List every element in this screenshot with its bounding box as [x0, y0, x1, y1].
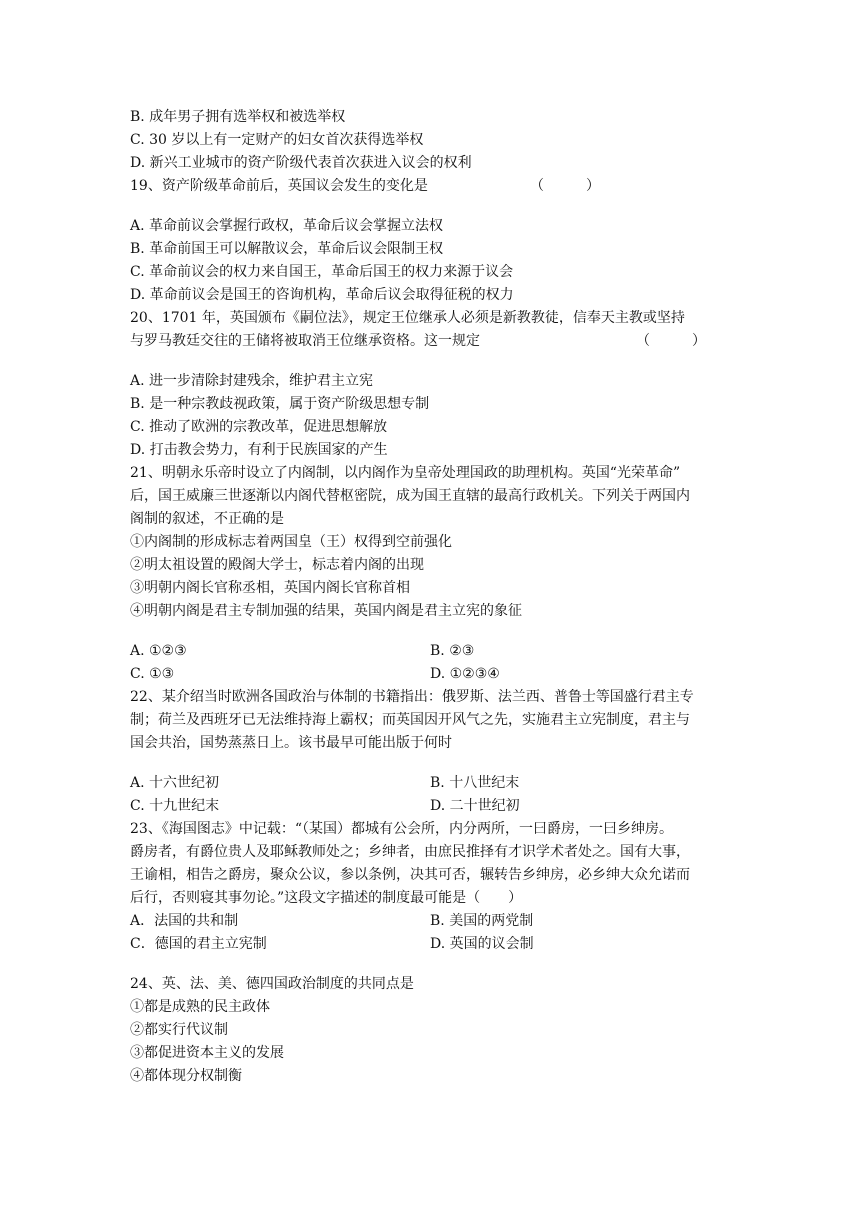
- q21-statement-1: ①内阁制的形成标志着两国皇（王）权得到空前强化: [130, 534, 452, 550]
- q20-option-d: D. 打击教会势力，有利于民族国家的产生: [130, 442, 388, 458]
- q20-option-c: C. 推动了欧洲的宗教改革，促进思想解放: [130, 419, 388, 435]
- q22-stem-line2: 制；荷兰及西班牙已无法维持海上霸权；而英国因开风气之先，实施君主立宪制度，君主与: [130, 712, 690, 728]
- q19-option-d: D. 革命前议会是国王的咨询机构，革命后议会取得征税的权力: [130, 287, 514, 303]
- q21-statement-4: ④明朝内阁是君主专制加强的结果，英国内阁是君主立宪的象征: [130, 603, 522, 619]
- q23-stem-line2: 爵房者，有爵位贵人及耶稣教师处之；乡绅者，由庶民推择有才识学术者处之。国有大事，: [130, 844, 690, 860]
- q21-option-b: B. ②③: [430, 643, 475, 659]
- q20-stem-line1: 20、1701 年，英国颁布《嗣位法》，规定王位继承人必须是新教教徒，信奉天主教或坚持: [130, 310, 685, 326]
- q21-statement-3: ③明朝内阁长官称丞相，英国内阁长官称首相: [130, 580, 410, 596]
- q19-option-a: A. 革命前议会掌握行政权，革命后议会掌握立法权: [130, 218, 444, 234]
- q18-option-c: C. 30 岁以上有一定财产的妇女首次获得选举权: [130, 132, 424, 148]
- q24-statement-1: ①都是成熟的民主政体: [130, 999, 270, 1015]
- q21-statement-2: ②明太祖设置的殿阁大学士，标志着内阁的出现: [130, 557, 424, 573]
- q24-statement-2: ②都实行代议制: [130, 1022, 228, 1038]
- q22-option-a: A. 十六世纪初: [130, 775, 220, 791]
- q19-stem: 19、资产阶级革命前后，英国议会发生的变化是: [130, 178, 428, 194]
- q19-option-c: C. 革命前议会的权力来自国王，革命后国王的权力来源于议会: [130, 264, 514, 280]
- q20-option-a: A. 进一步清除封建残余，维护君主立宪: [130, 373, 374, 389]
- q18-option-b: B. 成年男子拥有选举权和被选举权: [130, 109, 346, 125]
- q23-stem-line4: 后行，否则寝其事勿论。”这段文字描述的制度最可能是（ ）: [130, 890, 523, 906]
- q20-answer-blank: （ ）: [636, 333, 706, 349]
- q20-stem-line2: 与罗马教廷交往的王储将被取消王位继承资格。这一规定: [130, 333, 480, 349]
- q19-option-b: B. 革命前国王可以解散议会，革命后议会限制王权: [130, 241, 444, 257]
- q21-stem-line1: 21、明朝永乐帝时设立了内阁制，以内阁作为皇帝处理国政的助理机构。英国“光荣革命”: [130, 465, 681, 481]
- q23-option-a: A．法国的共和制: [130, 913, 239, 929]
- q23-option-c: C．德国的君主立宪制: [130, 936, 267, 952]
- q21-option-a: A. ①②③: [130, 643, 187, 659]
- q24-stem: 24、英、法、美、德四国政治制度的共同点是: [130, 976, 414, 992]
- q23-option-b: B. 美国的两党制: [430, 913, 534, 929]
- q24-statement-3: ③都促进资本主义的发展: [130, 1045, 284, 1061]
- q18-option-d: D. 新兴工业城市的资产阶级代表首次获进入议会的权利: [130, 155, 472, 171]
- q21-option-c: C. ①③: [130, 666, 175, 682]
- q23-option-d: D. 英国的议会制: [430, 936, 534, 952]
- q23-stem-line1: 23、《海国图志》中记载：“（某国）都城有公会所，内分两所，一曰爵房，一曰乡绅房。: [130, 821, 673, 837]
- q19-answer-blank: （ ）: [530, 178, 600, 194]
- q22-stem-line1: 22、某介绍当时欧洲各国政治与体制的书籍指出：俄罗斯、法兰西、普鲁士等国盛行君主专: [130, 689, 694, 705]
- q21-stem-line3: 阁制的叙述，不正确的是: [130, 511, 284, 527]
- q21-option-d: D. ①②③④: [430, 666, 500, 682]
- q22-option-c: C. 十九世纪末: [130, 798, 220, 814]
- q22-option-b: B. 十八世纪末: [430, 775, 520, 791]
- q20-option-b: B. 是一种宗教歧视政策，属于资产阶级思想专制: [130, 396, 430, 412]
- q22-option-d: D. 二十世纪初: [430, 798, 520, 814]
- q24-statement-4: ④都体现分权制衡: [130, 1068, 242, 1084]
- q22-stem-line3: 国会共治，国势蒸蒸日上。该书最早可能出版于何时: [130, 735, 452, 751]
- q23-stem-line3: 王谕相，相告之爵房，聚众公议，参以条例，决其可否，辗转告乡绅房，必乡绅大众允诺而: [130, 867, 690, 883]
- q21-stem-line2: 后，国王威廉三世逐渐以内阁代替枢密院，成为国王直辖的最高行政机关。下列关于两国内: [130, 488, 690, 504]
